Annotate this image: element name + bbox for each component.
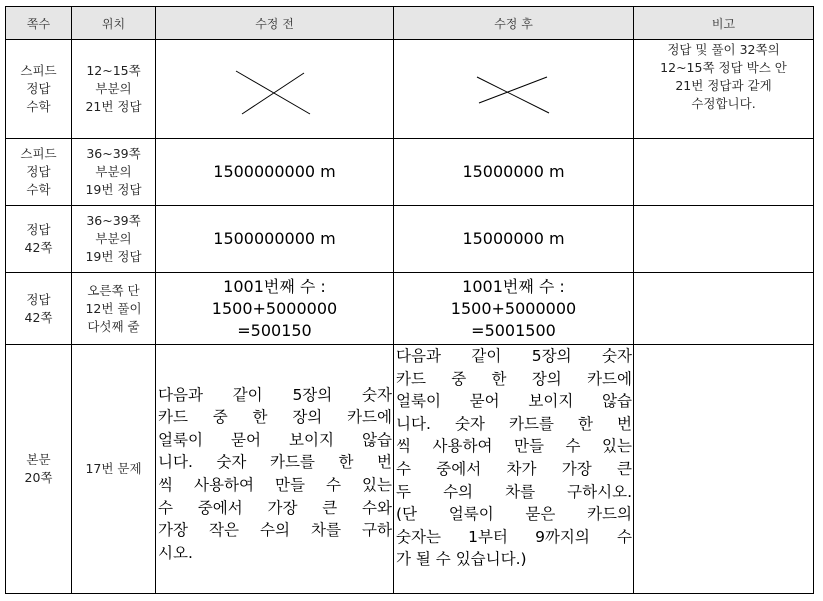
after-cell: 15000000 m — [394, 139, 634, 206]
page-cell: 본문 20쪽 — [6, 345, 72, 594]
before-cell: 다음과 같이 5장의 숫자 카드 중 한 장의 카드에 얼룩이 묻어 보이지 않습 니다. 숫자 카드를 한 번 씩 사용하여 만들 수 있는 수 중에서 가장 큰 수와 가장 작은 수의 차를 구하 시오. — [156, 345, 394, 594]
note-cell — [634, 139, 814, 206]
crossed-lines-before — [230, 59, 320, 119]
table-header-row — [6, 7, 814, 40]
table-row — [6, 345, 814, 594]
location-cell: 36~39쪽 부분의 19번 정답 — [72, 206, 156, 273]
header-page: 쪽수 — [6, 7, 72, 40]
after-cell: 다음과 같이 5장의 숫자 카드 중 한 장의 카드에 얼룩이 묻어 보이지 않습 니다. 숫자 카드를 한 번 씩 사용하여 만들 수 있는 수 중에서 차가 가장 큰 두 수의 차를 구하시오. (단 얼룩이 묻은 카드의 숫자는 1부터 9까지의 수 가 될 수 있습니다.) — [394, 345, 634, 594]
location-cell: 오른쪽 단 12번 풀이 다섯째 줄 — [72, 273, 156, 345]
note-cell — [634, 273, 814, 345]
table-row — [6, 206, 814, 273]
before-cell — [156, 40, 394, 139]
after-cell: 15000000 m — [394, 206, 634, 273]
crossed-lines-after — [469, 59, 559, 119]
header-before: 수정 전 — [156, 7, 394, 40]
location-cell: 17번 문제 — [72, 345, 156, 594]
location-cell: 36~39쪽 부분의 19번 정답 — [72, 139, 156, 206]
page-cell: 정답 42쪽 — [6, 273, 72, 345]
note-cell — [634, 345, 814, 594]
page-cell: 정답 42쪽 — [6, 206, 72, 273]
page-cell: 스피드 정답 수학 — [6, 40, 72, 139]
table-row — [6, 139, 814, 206]
table-row — [6, 273, 814, 345]
header-note: 비고 — [634, 7, 814, 40]
header-location: 위치 — [72, 7, 156, 40]
after-cell — [394, 40, 634, 139]
before-cell: 1001번째 수 : 1500+5000000 =500150 — [156, 273, 394, 345]
page-cell: 스피드 정답 수학 — [6, 139, 72, 206]
before-cell: 1500000000 m — [156, 206, 394, 273]
table-row — [6, 40, 814, 139]
header-after: 수정 후 — [394, 7, 634, 40]
note-cell: 정답 및 풀이 32쪽의 12~15쪽 정답 박스 안 21번 정답과 같게 수정합니다. — [634, 40, 814, 139]
before-cell: 1500000000 m — [156, 139, 394, 206]
correction-table-container — [5, 6, 814, 594]
correction-table — [5, 6, 814, 594]
after-cell: 1001번째 수 : 1500+5000000 =5001500 — [394, 273, 634, 345]
note-cell — [634, 206, 814, 273]
location-cell: 12~15쪽 부분의 21번 정답 — [72, 40, 156, 139]
